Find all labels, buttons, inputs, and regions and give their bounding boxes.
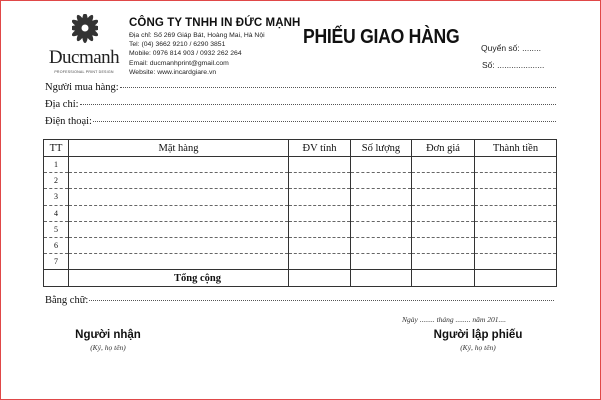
amount-cell[interactable]: [475, 173, 557, 189]
address-field[interactable]: [45, 99, 556, 110]
unit-cell[interactable]: [289, 205, 351, 221]
company-tel: Tel: (04) 3662 9210 / 6290 3851: [129, 41, 226, 49]
flower-logo-icon: [72, 14, 98, 46]
row-number: 5: [44, 221, 69, 237]
item-cell[interactable]: [69, 221, 289, 237]
table-row: [44, 221, 557, 237]
phone-field[interactable]: [45, 116, 556, 127]
item-cell[interactable]: [69, 157, 289, 173]
total-row: [44, 270, 557, 287]
unit-cell[interactable]: [289, 157, 351, 173]
amount-in-words-dotted-line: [89, 300, 554, 301]
buyer-label: Người mua hàng:: [45, 82, 119, 93]
unit-cell[interactable]: [289, 237, 351, 253]
quantity-cell[interactable]: [351, 157, 412, 173]
amount-cell[interactable]: [475, 221, 557, 237]
total-amount-cell[interactable]: [475, 270, 557, 287]
company-name: CÔNG TY TNHH IN ĐỨC MẠNH: [129, 17, 301, 29]
buyer-field[interactable]: [45, 82, 556, 93]
col-header-quantity: Số lượng: [351, 140, 412, 157]
receiver-title: Người nhận: [75, 329, 141, 341]
address-label: Địa chỉ:: [45, 99, 79, 110]
col-header-unit: ĐV tính: [289, 140, 351, 157]
col-header-item: Mặt hàng: [69, 140, 289, 157]
issuer-title: Người lập phiếu: [433, 329, 523, 341]
row-number: 6: [44, 237, 69, 253]
book-number-block: [481, 40, 544, 73]
amount-in-words-label: Bằng chữ:: [45, 295, 89, 306]
quantity-cell[interactable]: [351, 173, 412, 189]
total-quantity-cell[interactable]: [351, 270, 412, 287]
unit-cell[interactable]: [289, 221, 351, 237]
amount-in-words-field[interactable]: [45, 295, 554, 306]
book-number-label: Quyển số: ........: [481, 43, 541, 53]
quantity-cell[interactable]: [351, 205, 412, 221]
amount-cell[interactable]: [475, 237, 557, 253]
table-row: [44, 254, 557, 270]
col-header-unit-price: Đơn giá: [412, 140, 475, 157]
row-number: 7: [44, 254, 69, 270]
unit-price-cell[interactable]: [412, 189, 475, 205]
unit-cell[interactable]: [289, 173, 351, 189]
document-title: PHIẾU GIAO HÀNG: [303, 26, 460, 48]
row-number: 2: [44, 173, 69, 189]
company-logo: [44, 14, 122, 78]
phone-dotted-line: [93, 121, 556, 122]
unit-cell[interactable]: [289, 254, 351, 270]
unit-price-cell[interactable]: [412, 237, 475, 253]
quantity-cell[interactable]: [351, 189, 412, 205]
unit-price-cell[interactable]: [412, 205, 475, 221]
table-row: [44, 173, 557, 189]
date-line: Ngày ........ tháng ........ năm 201....: [402, 315, 506, 324]
serial-number-label: Số: ....................: [482, 59, 545, 70]
row-number: 1: [44, 157, 69, 173]
quantity-cell[interactable]: [351, 254, 412, 270]
total-unit-price-cell: [412, 270, 475, 287]
quantity-cell[interactable]: [351, 221, 412, 237]
items-table: [43, 139, 557, 287]
unit-price-cell[interactable]: [412, 254, 475, 270]
unit-price-cell[interactable]: [412, 157, 475, 173]
total-unit-cell: [289, 270, 351, 287]
table-header-row: [44, 140, 557, 157]
issuer-signature-block: [423, 329, 533, 352]
issuer-note: (Ký, họ tên): [460, 343, 496, 352]
col-header-amount: Thành tiền: [475, 140, 557, 157]
row-number: 4: [44, 205, 69, 221]
row-number: 3: [44, 189, 69, 205]
amount-cell[interactable]: [475, 254, 557, 270]
unit-price-cell[interactable]: [412, 221, 475, 237]
item-cell[interactable]: [69, 254, 289, 270]
total-label: Tổng cộng: [69, 270, 289, 287]
receiver-note: (Ký, họ tên): [90, 343, 126, 352]
table-row: [44, 237, 557, 253]
buyer-dotted-line: [120, 87, 556, 88]
brand-tagline: PROFESSIONAL PRINT DESIGN: [54, 70, 114, 74]
item-cell[interactable]: [69, 205, 289, 221]
phone-label: Điện thoại:: [45, 116, 92, 127]
quantity-cell[interactable]: [351, 237, 412, 253]
unit-cell[interactable]: [289, 189, 351, 205]
table-row: [44, 157, 557, 173]
unit-price-cell[interactable]: [412, 173, 475, 189]
table-row: [44, 189, 557, 205]
table-row: [44, 205, 557, 221]
col-header-tt: TT: [44, 140, 69, 157]
receiver-signature-block: [63, 329, 153, 352]
brand-name: Ducmanh: [48, 47, 120, 68]
company-website: Website: www.incardgiare.vn: [129, 68, 217, 76]
amount-cell[interactable]: [475, 157, 557, 173]
total-empty-cell: [44, 270, 69, 287]
amount-cell[interactable]: [475, 205, 557, 221]
company-mobile: Mobile: 0976 814 903 / 0932 262 264: [129, 50, 242, 58]
item-cell[interactable]: [69, 173, 289, 189]
item-cell[interactable]: [69, 237, 289, 253]
item-cell[interactable]: [69, 189, 289, 205]
address-dotted-line: [80, 104, 556, 105]
company-info: [129, 17, 300, 77]
company-address: Địa chỉ: Số 269 Giáp Bát, Hoàng Mai, Hà Nội: [129, 32, 265, 39]
company-email: Email: ducmanhprint@gmail.com: [129, 59, 229, 67]
amount-cell[interactable]: [475, 189, 557, 205]
